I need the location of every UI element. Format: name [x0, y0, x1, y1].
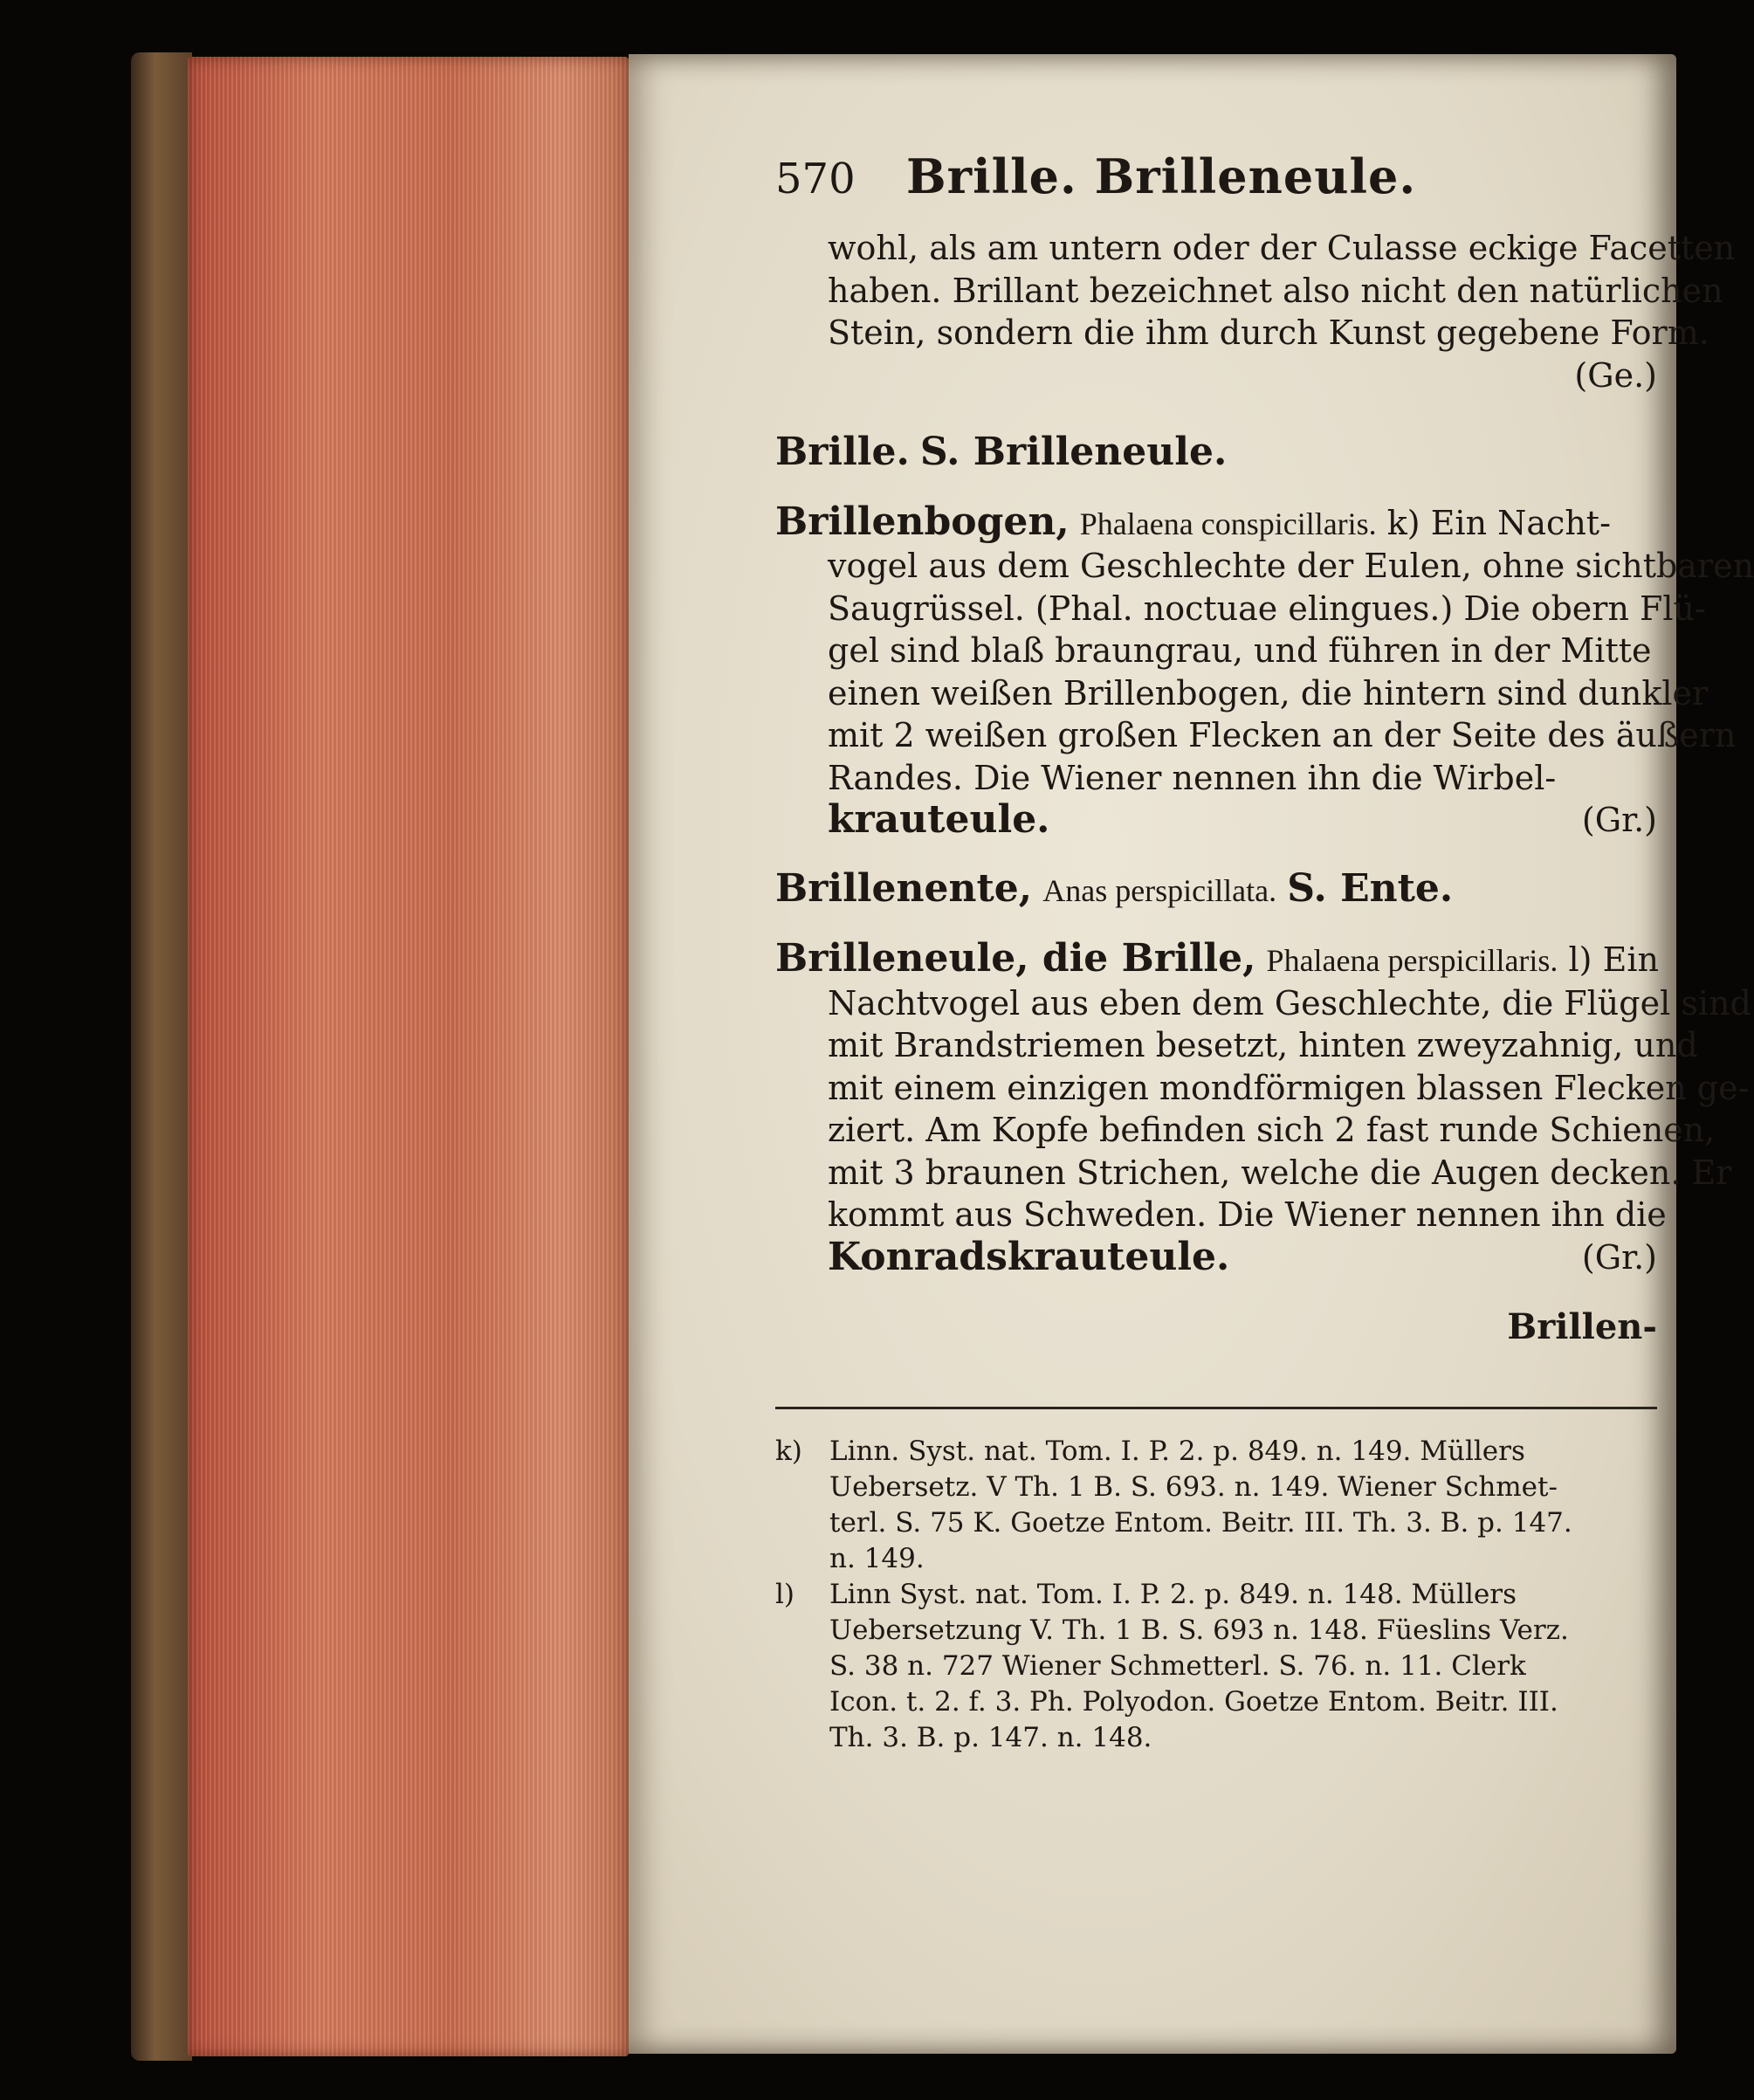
footnote-line: S. 38 n. 727 Wiener Schmetterl. S. 76. n. 11. Clerk	[829, 1649, 1526, 1682]
footnote-line: Icon. t. 2. f. 3. Ph. Polyodon. Goetze Entom. Beitr. III.	[829, 1685, 1558, 1718]
footnote-line: Uebersetz. V Th. 1 B. S. 693. n. 149. Wiener Schmet-	[829, 1470, 1558, 1503]
footnotes	[775, 1434, 1657, 1756]
catchword: Brillen-	[1507, 1306, 1657, 1347]
text-line: haben. Brillant bezeichnet also nicht den natürlichen	[828, 271, 1723, 310]
entry-headword: Brilleneule, die Brille,	[775, 936, 1256, 981]
text-line: Stein, sondern die ihm durch Kunst gegebene Form.	[828, 313, 1709, 352]
cross-reference: S. Ente.	[1287, 865, 1454, 911]
text-line: Nachtvogel aus eben dem Geschlechte, die Flügel sind	[828, 983, 1751, 1022]
vernacular-name: Konradskrauteule.	[828, 1234, 1230, 1279]
entry-headword: Brille.	[775, 430, 910, 474]
latin-name: Anas perspicillata.	[1042, 872, 1277, 908]
text-line: Randes. Die Wiener nennen ihn die Wirbel-	[828, 758, 1557, 797]
footnote-divider	[775, 1407, 1657, 1409]
author-tag: (Ge.)	[1574, 355, 1657, 395]
text-line: mit 3 braunen Strichen, welche die Augen decken. Er	[828, 1153, 1732, 1192]
entry-brilleneule	[775, 936, 1751, 1279]
page-header	[775, 148, 1657, 227]
page-text	[775, 148, 1754, 1756]
entry-brillenente	[775, 865, 1657, 912]
entry-text: k) Ein Nacht-	[1386, 503, 1611, 542]
text-line: gel sind blaß braungrau, und führen in der Mitte	[828, 631, 1652, 670]
footnote-line: Linn. Syst. nat. Tom. I. P. 2. p. 849. n. 149. Müllers	[829, 1435, 1525, 1467]
text-line: mit Brandstriemen besetzt, hinten zweyzahnig, und	[828, 1026, 1698, 1064]
text-line: wohl, als am untern oder der Culasse eckige Facetten	[828, 229, 1736, 267]
continuation-text	[775, 227, 1736, 396]
text-line: mit einem einzigen mondförmigen blassen Flecken ge-	[828, 1068, 1750, 1107]
text-line: vogel aus dem Geschlechte der Eulen, ohne sichtbaren	[828, 547, 1754, 585]
footnote-mark: k)	[775, 1435, 802, 1467]
page-edges	[188, 57, 629, 2056]
text-line: ziert. Am Kopfe befinden sich 2 fast runde Schienen,	[828, 1111, 1716, 1149]
author-tag: (Gr.)	[1581, 801, 1657, 839]
text-line: einen weißen Brillenbogen, die hintern sind dunkler	[828, 673, 1709, 713]
page-number: 570	[775, 155, 856, 203]
footnote-line: Linn Syst. nat. Tom. I. P. 2. p. 849. n. 148. Müllers	[829, 1578, 1517, 1610]
author-tag: (Gr.)	[1581, 1237, 1657, 1277]
footnote-k	[775, 1434, 1657, 1577]
cross-reference: S. Brilleneule.	[919, 430, 1228, 474]
footnote-line: terl. S. 75 K. Goetze Entom. Beitr. III. Th. 3. B. p. 147.	[829, 1506, 1572, 1539]
entry-brillenbogen	[775, 499, 1754, 842]
entry-headword: Brillenbogen,	[775, 499, 1070, 544]
latin-name: Phalaena conspicillaris.	[1079, 506, 1377, 541]
entry-brille	[775, 431, 1657, 475]
footnote-line: Uebersetzung V. Th. 1 B. S. 693 n. 148. Füeslins Verz.	[829, 1614, 1569, 1646]
entry-text: l) Ein	[1568, 940, 1659, 979]
text-line: kommt aus Schweden. Die Wiener nennen ihn die	[828, 1195, 1667, 1234]
entry-headword: Brillenente,	[775, 865, 1033, 911]
running-head: Brille. Brilleneule.	[906, 148, 1417, 204]
footnote-mark: l)	[775, 1578, 795, 1610]
book-cover	[131, 52, 192, 2061]
latin-name: Phalaena perspicillaris.	[1266, 943, 1558, 978]
vernacular-name: krauteule.	[828, 797, 1050, 842]
text-line: mit 2 weißen großen Flecken an der Seite des äußern	[828, 716, 1737, 754]
footnote-line: n. 149.	[829, 1542, 925, 1574]
footnote-line: Th. 3. B. p. 147. n. 148.	[829, 1721, 1152, 1753]
footnote-l	[775, 1577, 1657, 1756]
text-line: Saugrüssel. (Phal. noctuae elingues.) Die obern Flü-	[828, 589, 1706, 628]
